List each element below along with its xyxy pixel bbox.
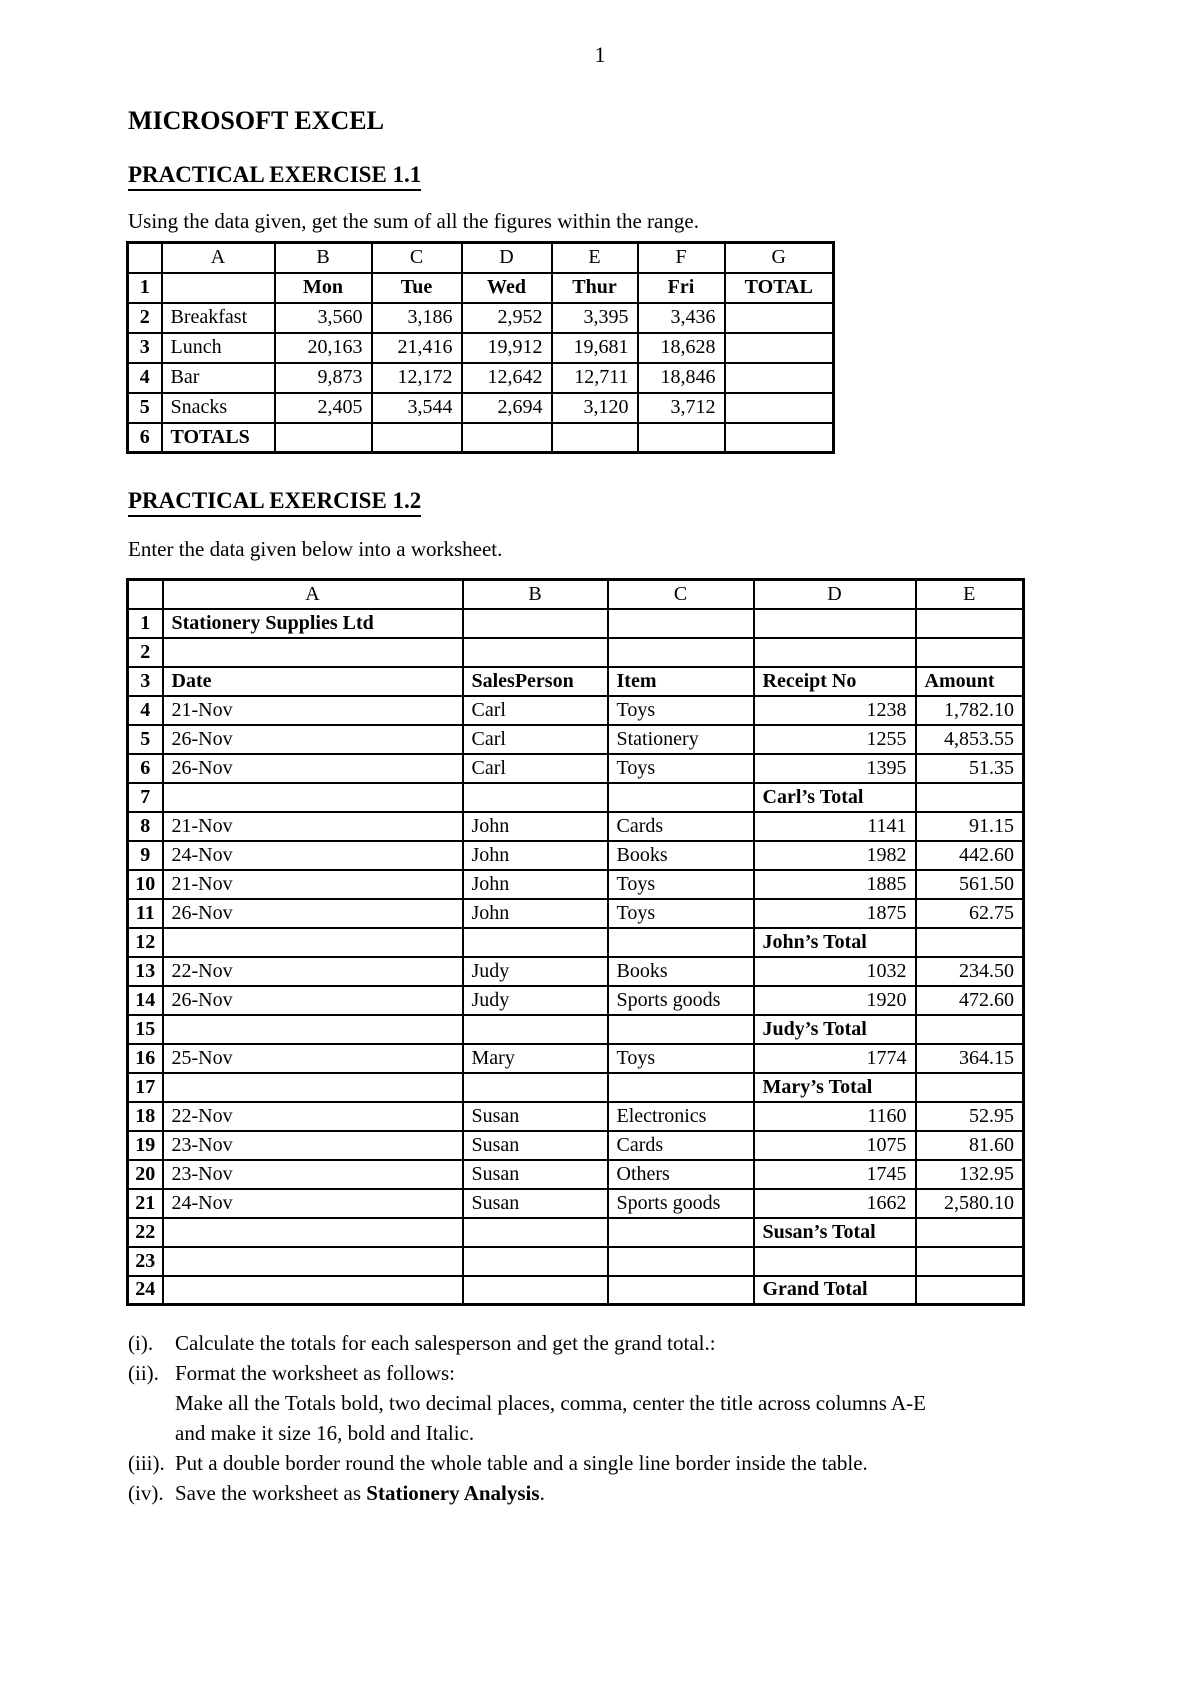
exercise-2-heading <box>128 488 1200 517</box>
instruction-marker: (ii). <box>128 1361 159 1385</box>
worksheet-cell: 9,873 <box>275 363 372 393</box>
instruction-text <box>175 1448 1200 1478</box>
worksheet-cell: Carl <box>463 696 608 725</box>
worksheet-cell: 1255 <box>754 725 916 754</box>
row-number: 1 <box>128 273 162 303</box>
worksheet-cell: 561.50 <box>916 870 1024 899</box>
worksheet-cell <box>916 638 1024 667</box>
exercise-1-intro: Using the data given, get the sum of all the figures within the range. <box>128 209 699 233</box>
worksheet-cell <box>608 1015 754 1044</box>
worksheet-row <box>128 363 834 393</box>
row-number: 10 <box>128 870 163 899</box>
column-letter: B <box>463 580 608 609</box>
worksheet-cell <box>163 1073 463 1102</box>
worksheet-cell <box>916 1247 1024 1276</box>
worksheet-row <box>128 333 834 363</box>
worksheet-cell <box>163 783 463 812</box>
worksheet-cell <box>163 1276 463 1305</box>
worksheet-cell <box>162 273 275 303</box>
row-number: 11 <box>128 899 163 928</box>
instruction-list <box>128 1328 1200 1508</box>
worksheet-cell: Grand Total <box>754 1276 916 1305</box>
worksheet-cell <box>608 928 754 957</box>
worksheet-cell: Susan <box>463 1160 608 1189</box>
worksheet-cell: Cards <box>608 812 754 841</box>
instruction-text <box>175 1328 1200 1358</box>
worksheet-cell: John <box>463 812 608 841</box>
worksheet-cell: 1662 <box>754 1189 916 1218</box>
worksheet-cell <box>463 638 608 667</box>
instruction-item <box>128 1328 1200 1358</box>
worksheet-row <box>128 1015 1024 1044</box>
worksheet-cell: John <box>463 899 608 928</box>
worksheet-cell <box>725 303 834 333</box>
instruction-text <box>175 1478 1200 1508</box>
worksheet-cell: John’s Total <box>754 928 916 957</box>
worksheet-cell: 1920 <box>754 986 916 1015</box>
worksheet-cell <box>916 609 1024 638</box>
worksheet-cell <box>552 423 638 453</box>
instruction-item <box>128 1448 1200 1478</box>
worksheet-cell: 25-Nov <box>163 1044 463 1073</box>
exercise-1-heading-text: PRACTICAL EXERCISE 1.1 <box>128 162 421 191</box>
worksheet-cell <box>725 423 834 453</box>
column-letter-row <box>128 580 1024 609</box>
worksheet-cell: Stationery <box>608 725 754 754</box>
worksheet-cell: Stationery Supplies Ltd <box>163 609 463 638</box>
worksheet-cell <box>754 638 916 667</box>
worksheet-cell: 19,912 <box>462 333 552 363</box>
worksheet-cell: 3,186 <box>372 303 462 333</box>
worksheet-cell <box>725 333 834 363</box>
row-number: 22 <box>128 1218 163 1247</box>
worksheet-cell: Susan <box>463 1131 608 1160</box>
worksheet-row <box>128 783 1024 812</box>
worksheet-cell: Susan’s Total <box>754 1218 916 1247</box>
worksheet-table-exercise-2 <box>126 578 1025 1306</box>
worksheet-cell: 2,694 <box>462 393 552 423</box>
worksheet-row <box>128 928 1024 957</box>
instruction-line <box>175 1448 1200 1478</box>
worksheet-row <box>128 609 1024 638</box>
row-number: 1 <box>128 609 163 638</box>
worksheet-cell <box>754 609 916 638</box>
instruction-line <box>175 1388 1200 1418</box>
worksheet-cell: Tue <box>372 273 462 303</box>
worksheet-cell: Thur <box>552 273 638 303</box>
worksheet-cell <box>725 393 834 423</box>
worksheet-cell: 3,436 <box>638 303 725 333</box>
worksheet-row <box>128 986 1024 1015</box>
row-number: 17 <box>128 1073 163 1102</box>
row-number: 6 <box>128 754 163 783</box>
worksheet-cell <box>608 1247 754 1276</box>
worksheet-cell: 12,711 <box>552 363 638 393</box>
worksheet-cell: 3,712 <box>638 393 725 423</box>
worksheet-cell: Item <box>608 667 754 696</box>
exercise-2-intro: Enter the data given below into a worksheet. <box>128 537 503 561</box>
row-number: 14 <box>128 986 163 1015</box>
worksheet-cell: 1160 <box>754 1102 916 1131</box>
worksheet-cell: 1774 <box>754 1044 916 1073</box>
worksheet-cell: Electronics <box>608 1102 754 1131</box>
worksheet-cell: 1,782.10 <box>916 696 1024 725</box>
worksheet-cell: 23-Nov <box>163 1131 463 1160</box>
worksheet-cell <box>754 1247 916 1276</box>
column-letter-row <box>128 243 834 273</box>
worksheet-table-exercise-1 <box>126 241 835 454</box>
worksheet-cell <box>462 423 552 453</box>
column-letter: G <box>725 243 834 273</box>
worksheet-row <box>128 423 834 453</box>
worksheet-row <box>128 1189 1024 1218</box>
worksheet-cell: Toys <box>608 870 754 899</box>
worksheet-cell: 1875 <box>754 899 916 928</box>
worksheet-cell: 12,642 <box>462 363 552 393</box>
worksheet-cell: 1238 <box>754 696 916 725</box>
worksheet-cell: 62.75 <box>916 899 1024 928</box>
worksheet-cell <box>463 609 608 638</box>
worksheet-cell <box>163 928 463 957</box>
worksheet-row <box>128 1073 1024 1102</box>
instruction-line <box>175 1418 1200 1448</box>
worksheet-cell <box>916 783 1024 812</box>
worksheet-cell: 18,628 <box>638 333 725 363</box>
worksheet-cell <box>372 423 462 453</box>
worksheet-row <box>128 303 834 333</box>
worksheet-row <box>128 1247 1024 1276</box>
row-number: 9 <box>128 841 163 870</box>
instruction-segment: . <box>539 1481 545 1505</box>
column-letter: D <box>754 580 916 609</box>
column-letter: E <box>916 580 1024 609</box>
worksheet-cell: Wed <box>462 273 552 303</box>
row-number: 8 <box>128 812 163 841</box>
corner-cell <box>128 243 162 273</box>
worksheet-cell: Books <box>608 841 754 870</box>
worksheet-cell: Toys <box>608 899 754 928</box>
exercise-2-heading-text: PRACTICAL EXERCISE 1.2 <box>128 488 421 517</box>
worksheet-cell: Date <box>163 667 463 696</box>
worksheet-cell: 21-Nov <box>163 696 463 725</box>
worksheet-cell: 472.60 <box>916 986 1024 1015</box>
worksheet-cell: 1982 <box>754 841 916 870</box>
worksheet-cell <box>638 423 725 453</box>
row-number: 21 <box>128 1189 163 1218</box>
worksheet-cell: Mary’s Total <box>754 1073 916 1102</box>
worksheet-cell: 18,846 <box>638 363 725 393</box>
instruction-segment: Make all the Totals bold, two decimal places, comma, center the title across columns A-E <box>175 1391 927 1415</box>
column-letter: C <box>372 243 462 273</box>
worksheet-cell: Lunch <box>162 333 275 363</box>
worksheet-row <box>128 667 1024 696</box>
worksheet-row <box>128 393 834 423</box>
worksheet-cell: 24-Nov <box>163 1189 463 1218</box>
instruction-item <box>128 1478 1200 1508</box>
worksheet-row <box>128 696 1024 725</box>
worksheet-cell: 1395 <box>754 754 916 783</box>
instruction-marker: (iii). <box>128 1451 165 1475</box>
worksheet-cell: Receipt No <box>754 667 916 696</box>
worksheet-cell: 21-Nov <box>163 870 463 899</box>
worksheet-cell: Judy’s Total <box>754 1015 916 1044</box>
row-number: 5 <box>128 725 163 754</box>
worksheet-cell: SalesPerson <box>463 667 608 696</box>
worksheet-cell <box>608 609 754 638</box>
worksheet-cell: Toys <box>608 1044 754 1073</box>
worksheet-cell: Bar <box>162 363 275 393</box>
exercise-1-heading <box>128 162 1200 191</box>
worksheet-cell: John <box>463 841 608 870</box>
instruction-segment: Calculate the totals for each salesperson and get the grand total.: <box>175 1331 716 1355</box>
column-letter: D <box>462 243 552 273</box>
worksheet-cell: 26-Nov <box>163 725 463 754</box>
row-number: 5 <box>128 393 162 423</box>
instruction-line <box>175 1478 1200 1508</box>
row-number: 2 <box>128 638 163 667</box>
row-number: 4 <box>128 363 162 393</box>
worksheet-cell: 1885 <box>754 870 916 899</box>
worksheet-cell: Amount <box>916 667 1024 696</box>
worksheet-cell: 23-Nov <box>163 1160 463 1189</box>
instruction-segment: Format the worksheet as follows: <box>175 1361 455 1385</box>
worksheet-cell: 20,163 <box>275 333 372 363</box>
worksheet-cell: 3,395 <box>552 303 638 333</box>
worksheet-cell: 364.15 <box>916 1044 1024 1073</box>
worksheet-cell: Carl’s Total <box>754 783 916 812</box>
worksheet-cell: 1032 <box>754 957 916 986</box>
worksheet-cell: 22-Nov <box>163 957 463 986</box>
row-number: 16 <box>128 1044 163 1073</box>
instruction-line <box>175 1358 1200 1388</box>
worksheet-cell: 132.95 <box>916 1160 1024 1189</box>
row-number: 24 <box>128 1276 163 1305</box>
worksheet-cell: 26-Nov <box>163 754 463 783</box>
worksheet-cell <box>163 1015 463 1044</box>
row-number: 3 <box>128 667 163 696</box>
worksheet-cell <box>608 1073 754 1102</box>
worksheet-row <box>128 754 1024 783</box>
worksheet-cell: 81.60 <box>916 1131 1024 1160</box>
worksheet-cell: Susan <box>463 1102 608 1131</box>
worksheet-cell: Sports goods <box>608 986 754 1015</box>
worksheet-cell: Mary <box>463 1044 608 1073</box>
worksheet-cell <box>608 638 754 667</box>
worksheet-cell: 21-Nov <box>163 812 463 841</box>
worksheet-row <box>128 812 1024 841</box>
worksheet-cell: 2,952 <box>462 303 552 333</box>
worksheet-cell: Cards <box>608 1131 754 1160</box>
worksheet-cell: 24-Nov <box>163 841 463 870</box>
worksheet-row <box>128 1276 1024 1305</box>
column-letter: B <box>275 243 372 273</box>
worksheet-cell: 91.15 <box>916 812 1024 841</box>
worksheet-cell: 21,416 <box>372 333 462 363</box>
worksheet-cell: Susan <box>463 1189 608 1218</box>
worksheet-cell: 26-Nov <box>163 899 463 928</box>
worksheet-cell: 442.60 <box>916 841 1024 870</box>
document-title: MICROSOFT EXCEL <box>128 106 384 135</box>
worksheet-cell: Judy <box>463 957 608 986</box>
worksheet-cell: Sports goods <box>608 1189 754 1218</box>
worksheet-cell <box>725 363 834 393</box>
worksheet-cell: 4,853.55 <box>916 725 1024 754</box>
worksheet-cell <box>163 1218 463 1247</box>
instruction-text <box>175 1358 1200 1448</box>
worksheet-cell: Toys <box>608 754 754 783</box>
instruction-marker: (iv). <box>128 1481 164 1505</box>
worksheet-cell <box>916 928 1024 957</box>
worksheet-row <box>128 1102 1024 1131</box>
worksheet-cell: Mon <box>275 273 372 303</box>
worksheet-cell <box>608 1276 754 1305</box>
row-number: 18 <box>128 1102 163 1131</box>
worksheet-cell: Carl <box>463 754 608 783</box>
worksheet-cell: 234.50 <box>916 957 1024 986</box>
worksheet-cell: 22-Nov <box>163 1102 463 1131</box>
column-letter: E <box>552 243 638 273</box>
worksheet-row <box>128 1044 1024 1073</box>
worksheet-cell: 52.95 <box>916 1102 1024 1131</box>
worksheet-cell <box>463 1073 608 1102</box>
worksheet-row <box>128 841 1024 870</box>
worksheet-cell <box>916 1015 1024 1044</box>
worksheet-cell <box>463 1247 608 1276</box>
instruction-segment: Save the worksheet as <box>175 1481 367 1505</box>
instruction-segment: and make it size 16, bold and Italic. <box>175 1421 475 1445</box>
column-letter: C <box>608 580 754 609</box>
worksheet-cell: Books <box>608 957 754 986</box>
worksheet-cell <box>463 1276 608 1305</box>
row-number: 19 <box>128 1131 163 1160</box>
row-number: 13 <box>128 957 163 986</box>
worksheet-cell <box>463 783 608 812</box>
row-number: 12 <box>128 928 163 957</box>
worksheet-cell: 12,172 <box>372 363 462 393</box>
worksheet-cell <box>916 1276 1024 1305</box>
worksheet-cell: 2,580.10 <box>916 1189 1024 1218</box>
worksheet-cell: 19,681 <box>552 333 638 363</box>
worksheet-cell <box>916 1218 1024 1247</box>
column-letter: A <box>162 243 275 273</box>
worksheet-row <box>128 1131 1024 1160</box>
worksheet-cell: 1141 <box>754 812 916 841</box>
worksheet-cell: 3,560 <box>275 303 372 333</box>
instruction-marker: (i). <box>128 1331 154 1355</box>
row-number: 23 <box>128 1247 163 1276</box>
worksheet-row <box>128 638 1024 667</box>
row-number: 4 <box>128 696 163 725</box>
worksheet-row <box>128 957 1024 986</box>
row-number: 2 <box>128 303 162 333</box>
worksheet-cell: TOTALS <box>162 423 275 453</box>
worksheet-cell: Judy <box>463 986 608 1015</box>
instruction-line <box>175 1328 1200 1358</box>
worksheet-cell: 1745 <box>754 1160 916 1189</box>
worksheet-cell: Carl <box>463 725 608 754</box>
row-number: 15 <box>128 1015 163 1044</box>
worksheet-cell: 1075 <box>754 1131 916 1160</box>
worksheet-cell <box>608 783 754 812</box>
instruction-segment: Put a double border round the whole table and a single line border inside the table. <box>175 1451 868 1475</box>
worksheet-cell: John <box>463 870 608 899</box>
row-number: 20 <box>128 1160 163 1189</box>
worksheet-cell: Toys <box>608 696 754 725</box>
corner-cell <box>128 580 163 609</box>
worksheet-row <box>128 870 1024 899</box>
worksheet-row <box>128 1160 1024 1189</box>
worksheet-cell: 51.35 <box>916 754 1024 783</box>
instruction-segment: Stationery Analysis <box>366 1481 540 1505</box>
worksheet-row <box>128 1218 1024 1247</box>
worksheet-row <box>128 899 1024 928</box>
worksheet-cell: 3,544 <box>372 393 462 423</box>
worksheet-cell: 3,120 <box>552 393 638 423</box>
worksheet-cell: Breakfast <box>162 303 275 333</box>
worksheet-cell <box>163 638 463 667</box>
worksheet-cell: Others <box>608 1160 754 1189</box>
row-number: 6 <box>128 423 162 453</box>
worksheet-cell <box>463 1015 608 1044</box>
worksheet-cell: Snacks <box>162 393 275 423</box>
worksheet-cell: TOTAL <box>725 273 834 303</box>
page-number: 1 <box>594 42 606 67</box>
row-number: 7 <box>128 783 163 812</box>
worksheet-row <box>128 273 834 303</box>
instruction-item <box>128 1358 1200 1448</box>
worksheet-cell: 2,405 <box>275 393 372 423</box>
worksheet-cell <box>463 928 608 957</box>
worksheet-cell <box>916 1073 1024 1102</box>
worksheet-cell: Fri <box>638 273 725 303</box>
worksheet-cell <box>463 1218 608 1247</box>
worksheet-row <box>128 725 1024 754</box>
worksheet-cell: 26-Nov <box>163 986 463 1015</box>
worksheet-cell <box>608 1218 754 1247</box>
column-letter: A <box>163 580 463 609</box>
column-letter: F <box>638 243 725 273</box>
worksheet-cell <box>163 1247 463 1276</box>
row-number: 3 <box>128 333 162 363</box>
worksheet-cell <box>275 423 372 453</box>
